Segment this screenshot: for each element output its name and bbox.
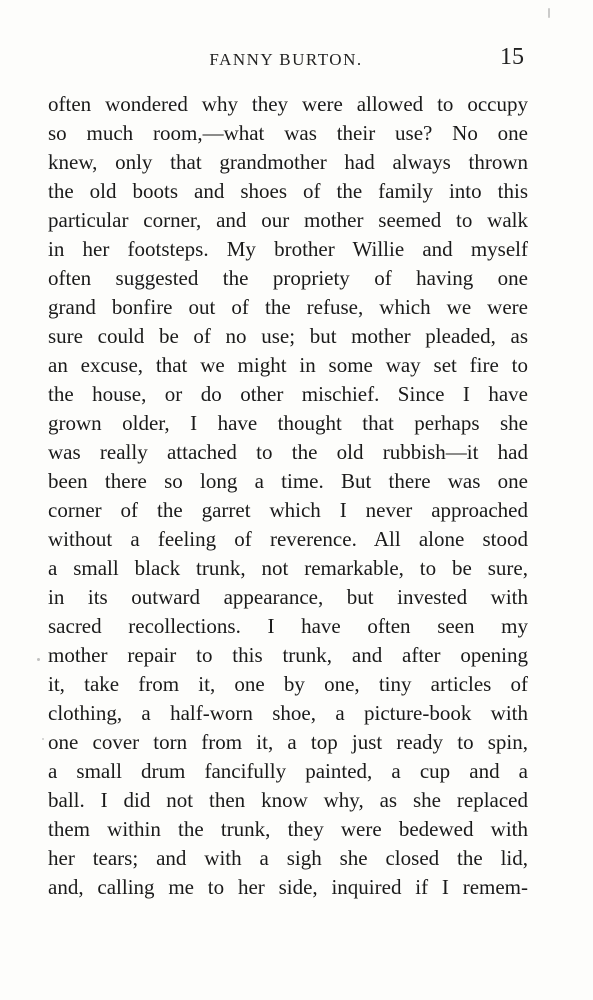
text-line: one cover torn from it, a top just ready to spin, — [48, 730, 528, 754]
text-line: sacred recollections. I have often seen my — [48, 614, 528, 638]
text-line: sure could be of no use; but mother pleaded, as — [48, 324, 528, 348]
text-line: and, calling me to her side, inquired if I remem- — [48, 875, 528, 899]
text-line: in its outward appearance, but invested with — [48, 585, 528, 609]
text-line: the house, or do other mischief. Since I have — [48, 382, 528, 406]
page-header — [48, 40, 524, 80]
text-line: them within the trunk, they were bedewed with — [48, 817, 528, 841]
text-line: was really attached to the old rubbish—it had — [48, 440, 528, 464]
print-speck — [548, 8, 550, 18]
text-line: so much room,—what was their use? No one — [48, 121, 528, 145]
text-line: often suggested the propriety of having one — [48, 266, 528, 290]
text-line: often wondered why they were allowed to occupy — [48, 92, 528, 116]
text-line: mother repair to this trunk, and after opening — [48, 643, 528, 667]
text-line: a small black trunk, not remarkable, to be sure, — [48, 556, 528, 580]
text-line: particular corner, and our mother seemed to walk — [48, 208, 528, 232]
text-line: grand bonfire out of the refuse, which we were — [48, 295, 528, 319]
text-line: been there so long a time. But there was one — [48, 469, 528, 493]
text-line: her tears; and with a sigh she closed the lid, — [48, 846, 528, 870]
body-text — [48, 90, 528, 902]
text-line: in her footsteps. My brother Willie and myself — [48, 237, 528, 261]
text-line: an excuse, that we might in some way set fire to — [48, 353, 528, 377]
page-number: 15 — [500, 44, 524, 70]
text-line: grown older, I have thought that perhaps she — [48, 411, 528, 435]
text-line: knew, only that grandmother had always thrown — [48, 150, 528, 174]
running-title: FANNY BURTON. — [209, 50, 363, 69]
text-line: corner of the garret which I never approached — [48, 498, 528, 522]
text-line: the old boots and shoes of the family into this — [48, 179, 528, 203]
print-speck — [37, 658, 40, 661]
text-line: without a feeling of reverence. All alone stood — [48, 527, 528, 551]
print-speck — [42, 738, 44, 740]
text-line: clothing, a half-worn shoe, a picture-book with — [48, 701, 528, 725]
text-line: ball. I did not then know why, as she replaced — [48, 788, 528, 812]
text-line: it, take from it, one by one, tiny articles of — [48, 672, 528, 696]
text-line: a small drum fancifully painted, a cup and a — [48, 759, 528, 783]
